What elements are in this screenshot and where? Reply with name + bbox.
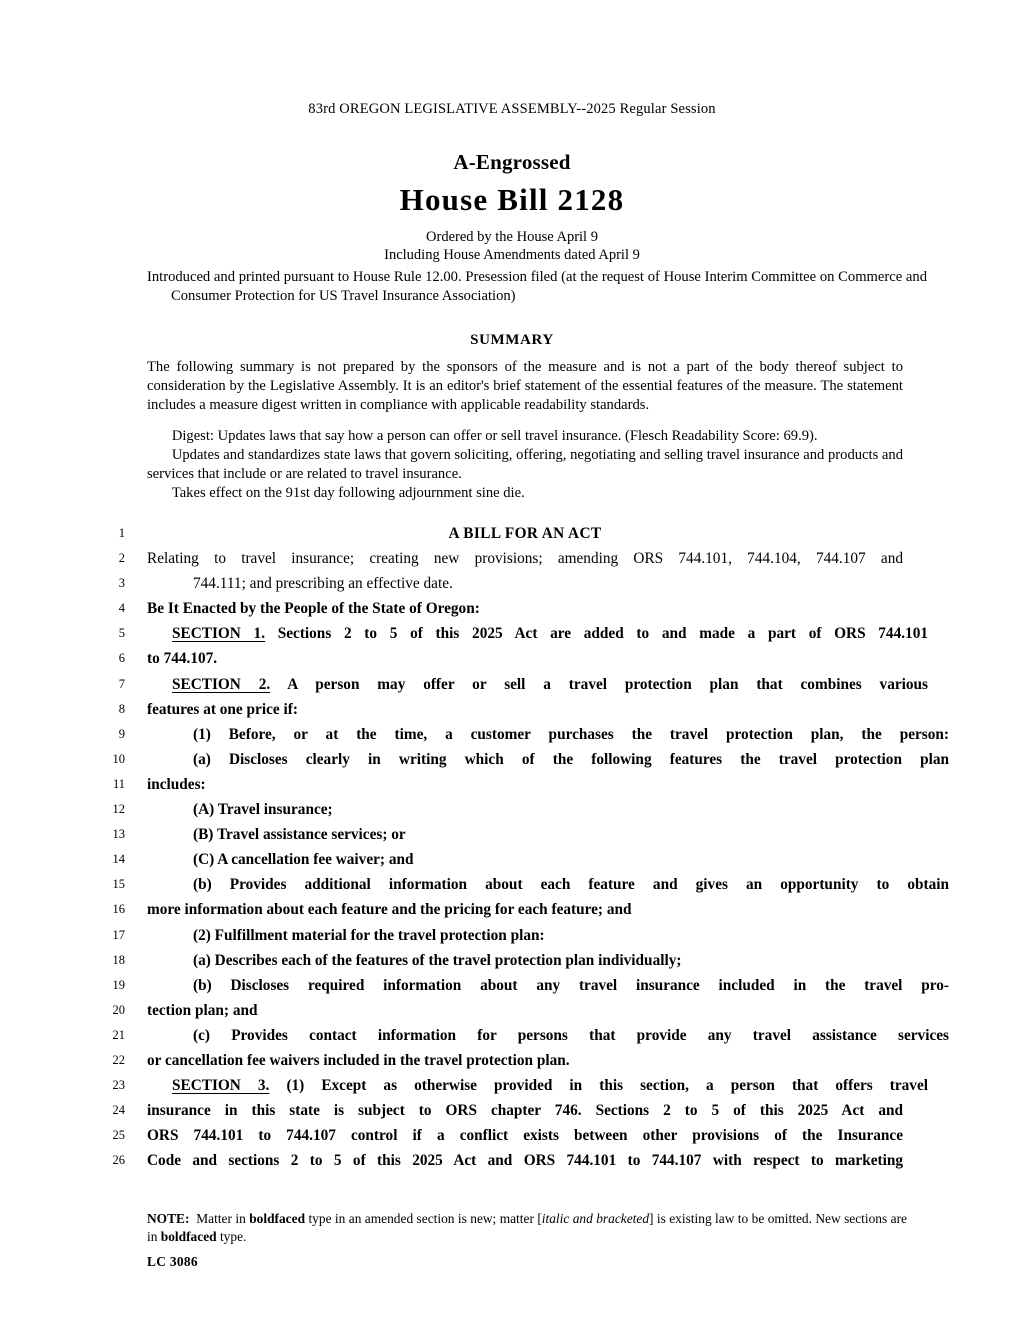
line-number: 12: [112, 802, 125, 817]
line-content: more information about each feature and the pricing for each feature; and: [147, 901, 632, 919]
line-content: to 744.107.: [147, 650, 218, 668]
ordered-by-block: [0, 228, 1024, 264]
footer-note: [147, 1210, 907, 1245]
page-title: House Bill 2128: [399, 182, 625, 217]
bill-line: [0, 822, 1024, 847]
bill-line: [0, 1048, 1024, 1073]
section-label: SECTION 3.: [172, 1077, 270, 1095]
footer-note-text: [147, 1210, 907, 1245]
assembly-session-line: 83rd OREGON LEGISLATIVE ASSEMBLY--2025 Regular Session: [308, 101, 716, 117]
bill-line: [0, 797, 1024, 822]
introduced-paragraph: [147, 268, 927, 306]
note-boldfaced-1: boldfaced: [249, 1211, 306, 1226]
bill-line: [0, 897, 1024, 922]
bill-text-lines: [0, 521, 1024, 1173]
bill-line: [0, 646, 1024, 671]
bill-line: [0, 747, 1024, 772]
bill-line: [0, 1023, 1024, 1048]
note-part-4: New sections are in: [147, 1211, 907, 1244]
summary-digest: Digest: Updates laws that say how a person can offer or sell travel insurance. (Flesch Readability Score: 69.9).: [171, 428, 818, 444]
line-number: 11: [112, 776, 125, 791]
bill-line: [0, 1148, 1024, 1173]
line-content: SECTION 3. (1) Except as otherwise provided in this section, a person that offers travel: [172, 1077, 928, 1095]
line-content: Relating to travel insurance; creating new provisions; amending ORS 744.101, 744.104, 744.107 and: [147, 550, 903, 568]
line-number: 8: [118, 701, 125, 716]
bill-line: [0, 1123, 1024, 1148]
line-content: (a) Describes each of the features of the travel protection plan individually;: [193, 951, 682, 969]
line-number: 2: [118, 551, 125, 566]
section-label: SECTION 2.: [172, 675, 271, 693]
summary-heading: SUMMARY: [470, 332, 554, 348]
introduced-line-1: Introduced and printed pursuant to House Rule 12.00. Presession filed (at the request of House Interim Committee: [147, 269, 817, 285]
line-content: tection plan; and: [147, 1001, 258, 1019]
line-number: 15: [112, 877, 125, 892]
note-part-1: Matter in: [196, 1211, 246, 1226]
summary-paragraph-2: Updates and standardizes state laws that govern soliciting, offering, negotiating and selling travel insurance and products and services that include or are related to travel insurance.: [147, 447, 903, 482]
line-content: (a) Discloses clearly in writing which of the following features the travel protection plan: [193, 750, 949, 768]
line-content: (b) Discloses required information about any travel insurance included in the travel pro-: [193, 976, 949, 994]
note-italic-bracketed: italic and bracketed: [541, 1211, 650, 1226]
summary-paragraph-3: Takes effect on the 91st day following adjournment sine die.: [171, 485, 525, 501]
line-number: 13: [112, 827, 125, 842]
line-content: Be It Enacted by the People of the State of Oregon:: [147, 600, 480, 618]
line-content: (C) A cancellation fee waiver; and: [193, 851, 414, 869]
line-number: 21: [112, 1027, 125, 1042]
note-label: NOTE:: [147, 1211, 190, 1226]
note-boldfaced-2: boldfaced: [160, 1228, 217, 1244]
bill-line: [0, 571, 1024, 596]
line-content: (A) Travel insurance;: [193, 801, 333, 819]
lc-code: LC 3086: [147, 1254, 198, 1269]
line-number: 7: [118, 676, 125, 691]
line-number: 22: [112, 1052, 125, 1067]
line-number: 14: [112, 852, 125, 867]
line-number: 4: [118, 601, 125, 616]
line-number: 10: [112, 751, 125, 766]
line-content: (2) Fulfillment material for the travel protection plan:: [193, 926, 545, 944]
line-number: 17: [112, 927, 125, 942]
engrossed-label: A-Engrossed: [453, 150, 571, 174]
line-content: insurance in this state is subject to ORS chapter 746. Sections 2 to 5 of this 2025 Act and: [147, 1102, 903, 1120]
line-number: 3: [118, 576, 125, 591]
bill-line: [0, 923, 1024, 948]
bill-line: [0, 521, 1024, 546]
summary-body: [147, 358, 903, 503]
line-number: 5: [118, 626, 125, 641]
bill-line: [0, 973, 1024, 998]
line-number: 20: [112, 1002, 125, 1017]
bill-line: [0, 672, 1024, 697]
line-content: A BILL FOR AN ACT: [448, 525, 602, 542]
bill-line: [0, 546, 1024, 571]
line-content: includes:: [147, 775, 206, 793]
bill-line: [0, 872, 1024, 897]
line-number: 25: [112, 1128, 125, 1143]
bill-line: [0, 621, 1024, 646]
line-number: 23: [112, 1078, 125, 1093]
line-content: or cancellation fee waivers included in the travel protection plan.: [147, 1051, 570, 1069]
bill-line: [0, 772, 1024, 797]
line-content: (1) Before, or at the time, a customer purchases the travel protection plan, the person:: [193, 725, 949, 743]
line-content: 744.111; and prescribing an effective date.: [193, 575, 453, 593]
bill-line: [0, 722, 1024, 747]
section-label: SECTION 1.: [172, 625, 266, 643]
line-content: features at one price if:: [147, 700, 298, 718]
line-content: (c) Provides contact information for persons that provide any travel assistance services: [193, 1026, 949, 1044]
bill-line: [0, 697, 1024, 722]
note-part-5: type.: [219, 1228, 247, 1244]
line-content: Code and sections 2 to 5 of this 2025 Act and ORS 744.101 to 744.107 with respect to marketing: [147, 1152, 903, 1170]
bill-line: [0, 998, 1024, 1023]
note-part-2: type in an amended section is new; matter [: [308, 1211, 542, 1226]
line-content: SECTION 2. A person may offer or sell a travel protection plan that combines various: [172, 675, 929, 693]
bill-line: [0, 596, 1024, 621]
amendments-line: Including House Amendments dated April 9: [384, 247, 640, 263]
line-content: SECTION 1. Sections 2 to 5 of this 2025 Act are added to and made a part of ORS 744.101: [172, 625, 928, 643]
ordered-by-line: Ordered by the House April 9: [426, 229, 598, 245]
line-number: 18: [112, 952, 125, 967]
note-part-3: ] is existing law to be omitted.: [649, 1211, 812, 1226]
line-number: 9: [118, 726, 125, 741]
bill-line: [0, 1073, 1024, 1098]
introduced-line-2: on Commerce and Consumer Protection for US Travel Insurance Association): [171, 269, 927, 304]
line-number: 6: [118, 651, 125, 666]
bill-line: [0, 847, 1024, 872]
summary-disclaimer: The following summary is not prepared by the sponsors of the measure and is not a part of the body thereof subject to consideration by the Legislative Assembly. It is an editor's brief statement of the essential features of the measure. The statement includes a measure digest written in compliance with applicable readability standards.: [147, 359, 903, 413]
bill-line: [0, 1098, 1024, 1123]
line-number: 24: [112, 1103, 125, 1118]
line-content: ORS 744.101 to 744.107 control if a conflict exists between other provisions of the Insurance: [147, 1127, 903, 1145]
line-number: 19: [112, 977, 125, 992]
line-number: 1: [118, 526, 125, 540]
bill-line: [0, 948, 1024, 973]
line-content: (B) Travel assistance services; or: [193, 826, 406, 844]
line-content: (b) Provides additional information about each feature and gives an opportunity to obtain: [193, 876, 949, 894]
line-number: 26: [112, 1153, 125, 1168]
line-number: 16: [112, 902, 125, 917]
